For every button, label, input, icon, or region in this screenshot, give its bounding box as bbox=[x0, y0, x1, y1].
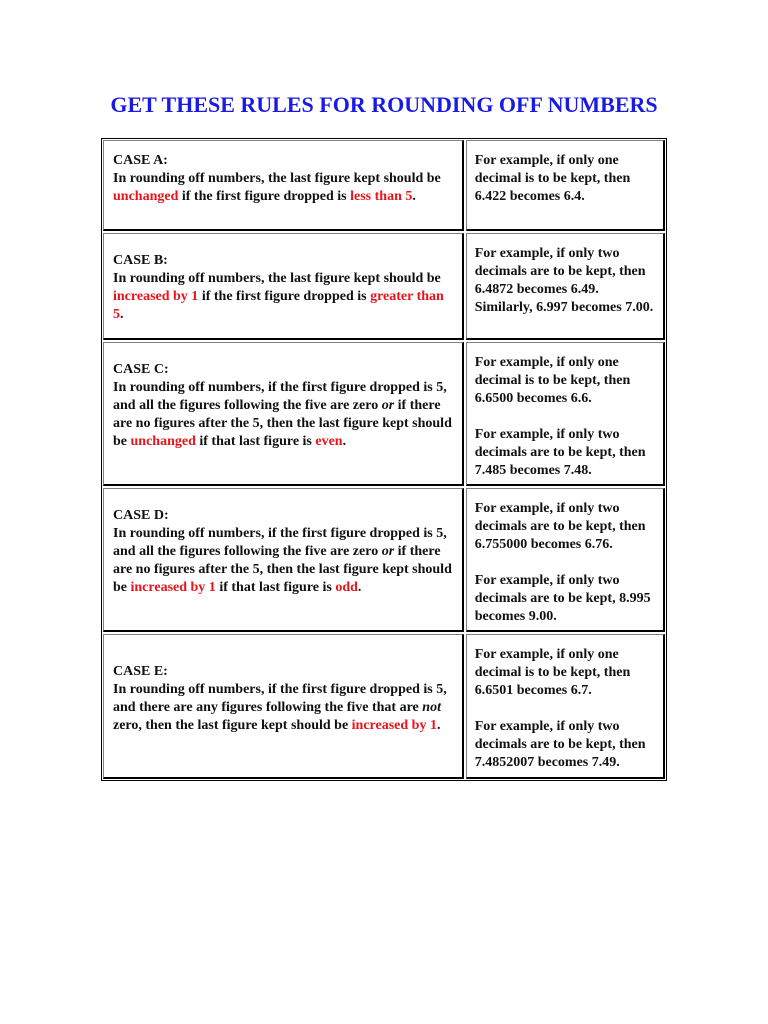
example-text: For example, if only one decimal is to be kept, then 6.6500 becomes 6.6. bbox=[474, 355, 631, 406]
example-cell-case-c bbox=[466, 342, 665, 486]
rule-highlight: increased by 1 bbox=[351, 718, 437, 733]
rule-text: In rounding off numbers, if the first figure dropped is 5, and all the figures following the five are zero bbox=[113, 526, 447, 559]
rule-highlight: unchanged bbox=[130, 434, 196, 449]
rule-text: if there are no figures after the 5, then the last figure kept should be bbox=[113, 398, 452, 449]
example-text: For example, if only two decimals are to be kept, then 6.4872 becomes 6.49. Similarly, 6.997 becomes 7.00. bbox=[474, 246, 654, 315]
case-label: CASE B: bbox=[113, 253, 168, 268]
table-row-case-d bbox=[103, 488, 665, 632]
rule-text: if that last figure is bbox=[215, 580, 336, 595]
rule-highlight: less than 5 bbox=[350, 189, 413, 204]
case-label: CASE E: bbox=[113, 664, 168, 679]
table-row-case-e bbox=[103, 634, 665, 779]
rule-cell-case-d bbox=[103, 488, 464, 632]
example-text: For example, if only one decimal is to be kept, then 6.6501 becomes 6.7. bbox=[474, 647, 631, 698]
rule-cell-case-a bbox=[103, 140, 464, 231]
rule-text: In rounding off numbers, the last figure kept should be bbox=[113, 171, 441, 186]
table-row-case-a bbox=[103, 140, 665, 231]
rule-text: if that last figure is bbox=[195, 434, 316, 449]
rule-highlight: even bbox=[315, 434, 343, 449]
example-text: For example, if only two decimals are to be kept, then 6.755000 becomes 6.76. bbox=[474, 501, 646, 552]
rule-cell-case-c bbox=[103, 342, 464, 486]
page-title: GET THESE RULES FOR ROUNDING OFF NUMBERS bbox=[110, 92, 658, 117]
rule-text: if there are no figures after the 5, then the last figure kept should be bbox=[113, 544, 452, 595]
rule-text: . bbox=[342, 434, 347, 449]
rule-text: In rounding off numbers, if the first figure dropped is 5, and all the figures following the five are zero bbox=[113, 380, 447, 413]
example-text: For example, if only two decimals are to be kept, then 7.4852007 becomes 7.49. bbox=[474, 719, 646, 770]
rule-cell-case-b bbox=[103, 233, 464, 340]
rule-highlight: unchanged bbox=[113, 189, 179, 204]
rule-highlight: greater than 5 bbox=[113, 289, 444, 322]
rule-text: if the first figure dropped is bbox=[178, 189, 351, 204]
example-cell-case-e bbox=[466, 634, 665, 779]
example-cell-case-a bbox=[466, 140, 665, 231]
rule-text: In rounding off numbers, the last figure kept should be bbox=[113, 271, 441, 286]
case-label: CASE C: bbox=[113, 362, 169, 377]
rule-cell-case-e bbox=[103, 634, 464, 779]
rule-text: . bbox=[412, 189, 416, 204]
example-text: For example, if only two decimals are to be kept, 8.995 becomes 9.00. bbox=[474, 573, 651, 624]
rule-emphasis: or bbox=[381, 398, 395, 413]
rule-emphasis: or bbox=[381, 544, 395, 559]
rule-text: . bbox=[436, 718, 441, 733]
rule-emphasis: not bbox=[422, 700, 441, 715]
example-text: For example, if only two decimals are to be kept, then 7.485 becomes 7.48. bbox=[474, 427, 646, 478]
table-row-case-c bbox=[103, 342, 665, 486]
example-cell-case-b bbox=[466, 233, 665, 340]
rule-highlight: odd bbox=[335, 580, 358, 595]
rule-text: . bbox=[120, 307, 124, 322]
rule-highlight: increased by 1 bbox=[130, 580, 216, 595]
rule-highlight: increased by 1 bbox=[113, 289, 199, 304]
table-row-case-b bbox=[103, 233, 665, 340]
rule-text: zero, then the last figure kept should be bbox=[113, 718, 352, 733]
rules-table bbox=[101, 138, 667, 781]
rule-text: . bbox=[357, 580, 362, 595]
case-label: CASE A: bbox=[113, 153, 168, 168]
example-cell-case-d bbox=[466, 488, 665, 632]
rule-text: In rounding off numbers, if the first figure dropped is 5, and there are any figures following the five that are bbox=[113, 682, 447, 715]
case-label: CASE D: bbox=[113, 508, 169, 523]
example-text: For example, if only one decimal is to be kept, then 6.422 becomes 6.4. bbox=[474, 153, 631, 204]
rule-text: if the first figure dropped is bbox=[198, 289, 371, 304]
